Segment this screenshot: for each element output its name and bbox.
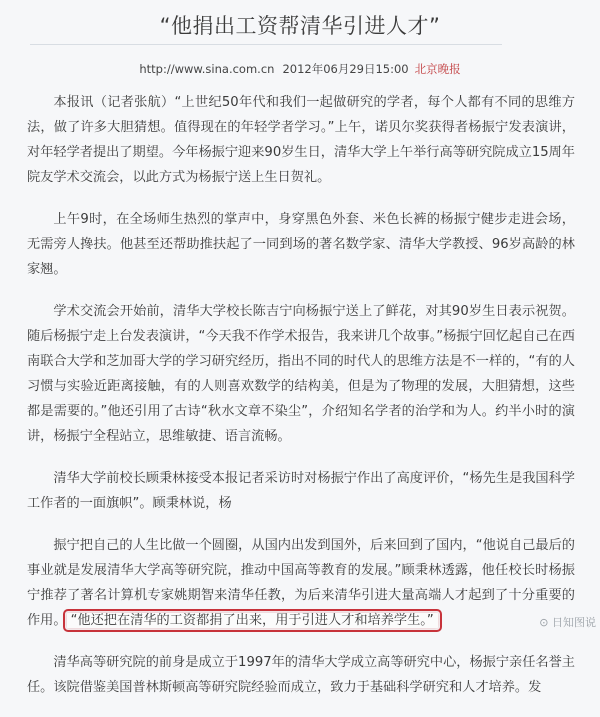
article-title: “他捐出工资帮清华引进人才” (159, 14, 441, 38)
paragraph-text: 振宁把自己的人生比做一个圆圈，从国内出发到国外，后来回到了国内，“他说自己最后的事业就是发展清华大学高等研究院，推动中国高等教育的发展。”顾秉林透露，他任校长时杨振宁推荐了著名计算机专家姚期智来清华任教，为后来清华引进大量高端人才起到了十分重要的作用。 (27, 538, 575, 628)
paragraph: 清华大学前校长顾秉林接受本报记者采访时对杨振宁作出了高度评价，“杨先生是我国科学工作者的一面旗帜”。顾秉林说，杨 (27, 471, 575, 511)
article-meta (0, 61, 600, 77)
article-body (27, 90, 575, 717)
paragraph: 清华高等研究院的前身是成立于1997年的清华大学成立高等研究中心，杨振宁亲任名誉主任。该院借鉴美国普林斯顿高等研究院经验而成立，致力于基础科学研究和人才培养。发 (27, 655, 575, 695)
paragraph: 本报讯（记者张航）“上世纪50年代和我们一起做研究的学者，每个人都有不同的思维方法，做了许多大胆猜想。值得现在的年轻学者学习。”上午，诺贝尔奖获得者杨振宁发表演讲，对年轻学者提出了期望。今年杨振宁迎来90岁生日，清华大学上午举行高等研究院成立15周年院友学术交流会，以此方式为杨振宁送上生日贺礼。 (27, 95, 575, 185)
paragraph: 上午9时，在全场师生热烈的掌声中，身穿黑色外套、米色长裤的杨振宁健步走进会场，无需旁人搀扶。他甚至还帮助推扶起了一同到场的著名数学家、清华大学教授、96岁高龄的林家翘。 (27, 212, 575, 277)
title-divider (30, 44, 502, 45)
paragraph: 学术交流会开始前，清华大学校长陈吉宁向杨振宁送上了鲜花，对其90岁生日表示祝贺。随后杨振宁走上台发表演讲，“今天我不作学术报告，我来讲几个故事。”杨振宁回忆起自己在西南联合大学和芝加哥大学的学习研究经历，指出不同的时代人的思维方法是不一样的，“有的人习惯与实验近距离接触，有的人则喜欢数学的结构美，但是为了物理的发展，大胆猜想，这些都是需要的。”他还引用了古诗“秋水文章不染尘”，介绍知名学者的治学和为人。约半小时的演讲，杨振宁全程站立，思维敏捷、语言流畅。 (27, 304, 575, 444)
watermark: ⊙ 日知图说 (539, 616, 596, 629)
publish-date: 2012年06月29日15:00 (282, 62, 409, 76)
source-url[interactable]: http://www.sina.com.cn (139, 62, 275, 76)
highlighted-quote: “他还把在清华的工资都捐了出来，用于引进人才和培养学生。” (67, 613, 438, 628)
paragraph (27, 533, 575, 633)
source-name[interactable]: 北京晚报 (414, 62, 461, 76)
